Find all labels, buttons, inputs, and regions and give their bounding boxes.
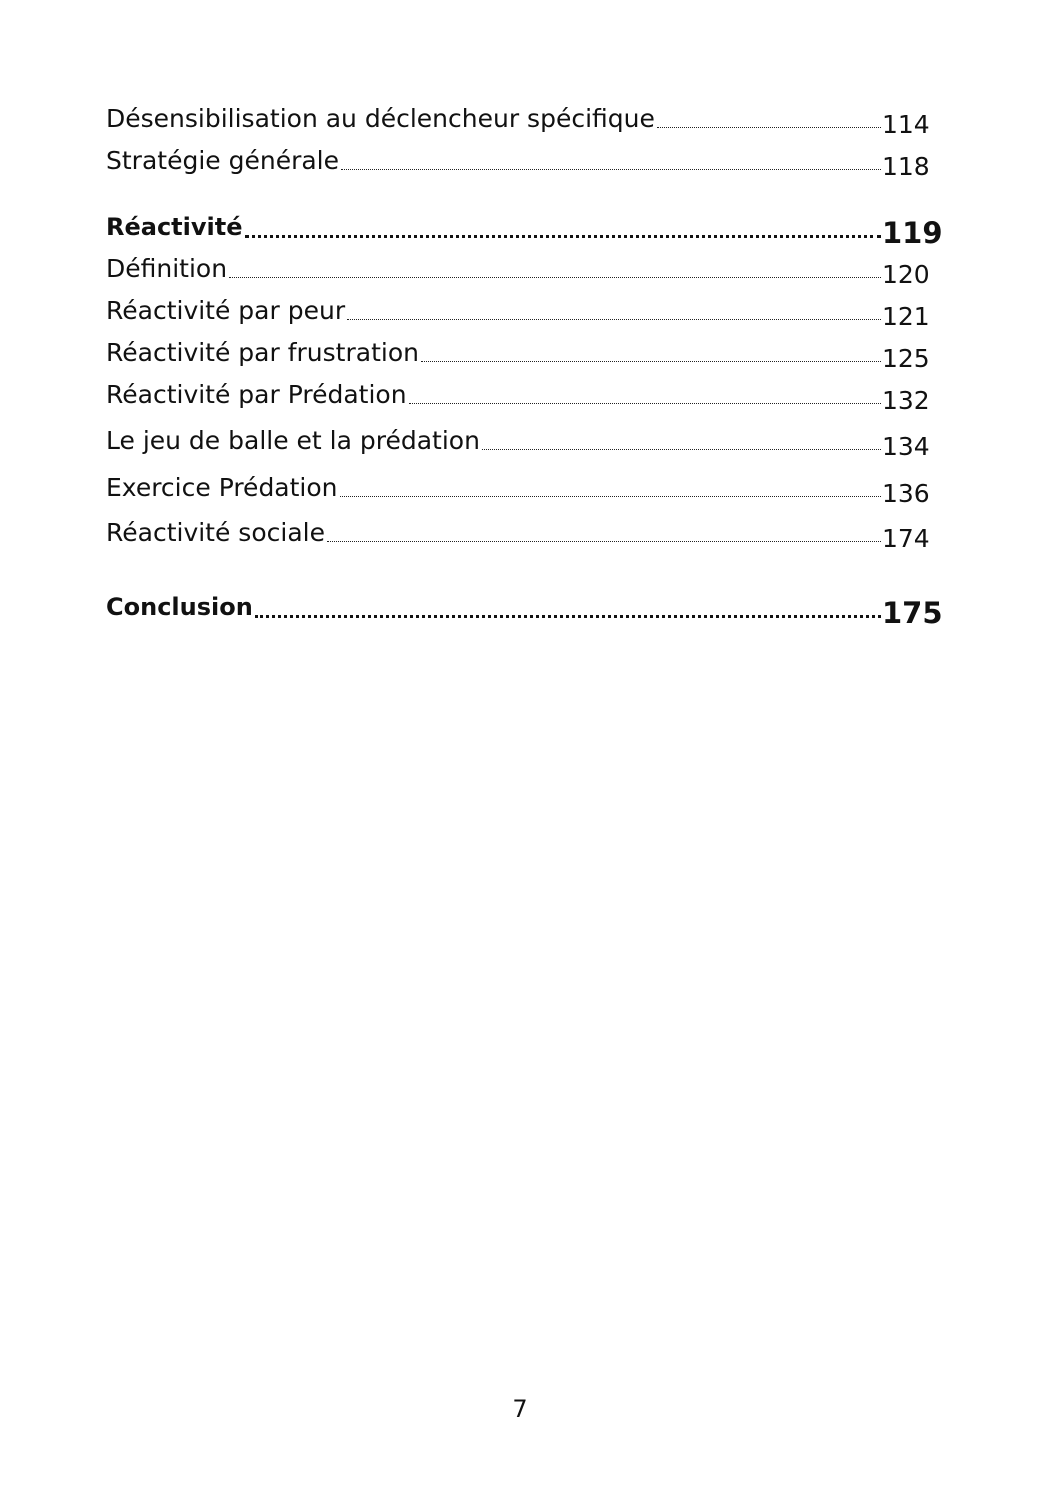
toc-entry[interactable] — [106, 104, 934, 139]
toc-entry-title: Le jeu de balle et la prédation — [106, 426, 480, 455]
toc-dot-leader — [341, 169, 881, 170]
page-number: 7 — [512, 1395, 528, 1423]
toc-entry-page: 132 — [882, 386, 930, 415]
toc-dot-leader — [340, 496, 881, 497]
toc-entry-title: Réactivité par frustration — [106, 338, 419, 367]
toc-entry-title: Réactivité par peur — [106, 296, 346, 325]
toc-entry[interactable] — [106, 296, 934, 331]
toc-entry[interactable] — [106, 146, 934, 181]
toc-entry[interactable] — [106, 426, 934, 461]
toc-entry[interactable] — [106, 338, 934, 373]
toc-entry-title: Réactivité par Prédation — [106, 380, 407, 409]
toc-entry[interactable] — [106, 473, 934, 508]
toc-dot-leader — [657, 127, 881, 128]
toc-entry-title: Réactivité sociale — [106, 518, 325, 547]
toc-entry-title: Conclusion — [106, 593, 253, 621]
toc-entry-page: 119 — [882, 216, 943, 250]
toc-entry-page: 121 — [882, 302, 930, 331]
toc-entry-page: 114 — [882, 110, 930, 139]
toc-dot-leader — [409, 403, 881, 404]
toc-entry[interactable] — [106, 518, 934, 553]
toc-entry-page: 120 — [882, 260, 930, 289]
toc-entry-title: Exercice Prédation — [106, 473, 338, 502]
toc-dot-leader — [421, 361, 881, 362]
toc-entry-title: Définition — [106, 254, 228, 283]
toc-entry-page: 175 — [882, 596, 943, 630]
toc-dot-leader — [327, 541, 881, 542]
toc-entry-page: 174 — [882, 524, 930, 553]
toc-dot-leader — [255, 615, 881, 618]
toc-dot-leader — [347, 319, 881, 320]
toc-entry-title: Réactivité — [106, 213, 243, 241]
toc-entry[interactable] — [106, 380, 934, 415]
toc-entry-page: 134 — [882, 432, 930, 461]
toc-entry-page: 118 — [882, 152, 930, 181]
toc-entry-page: 125 — [882, 344, 930, 373]
toc-dot-leader — [229, 277, 881, 278]
toc-entry-title: Stratégie générale — [106, 146, 339, 175]
toc-entry[interactable] — [106, 254, 934, 289]
toc-chapter-entry[interactable] — [106, 212, 943, 250]
toc-entry-page: 136 — [882, 479, 930, 508]
toc-entry-title: Désensibilisation au déclencheur spécifique — [106, 104, 655, 133]
toc-dot-leader — [245, 235, 882, 238]
toc-chapter-entry[interactable] — [106, 592, 943, 630]
toc-dot-leader — [482, 449, 881, 450]
